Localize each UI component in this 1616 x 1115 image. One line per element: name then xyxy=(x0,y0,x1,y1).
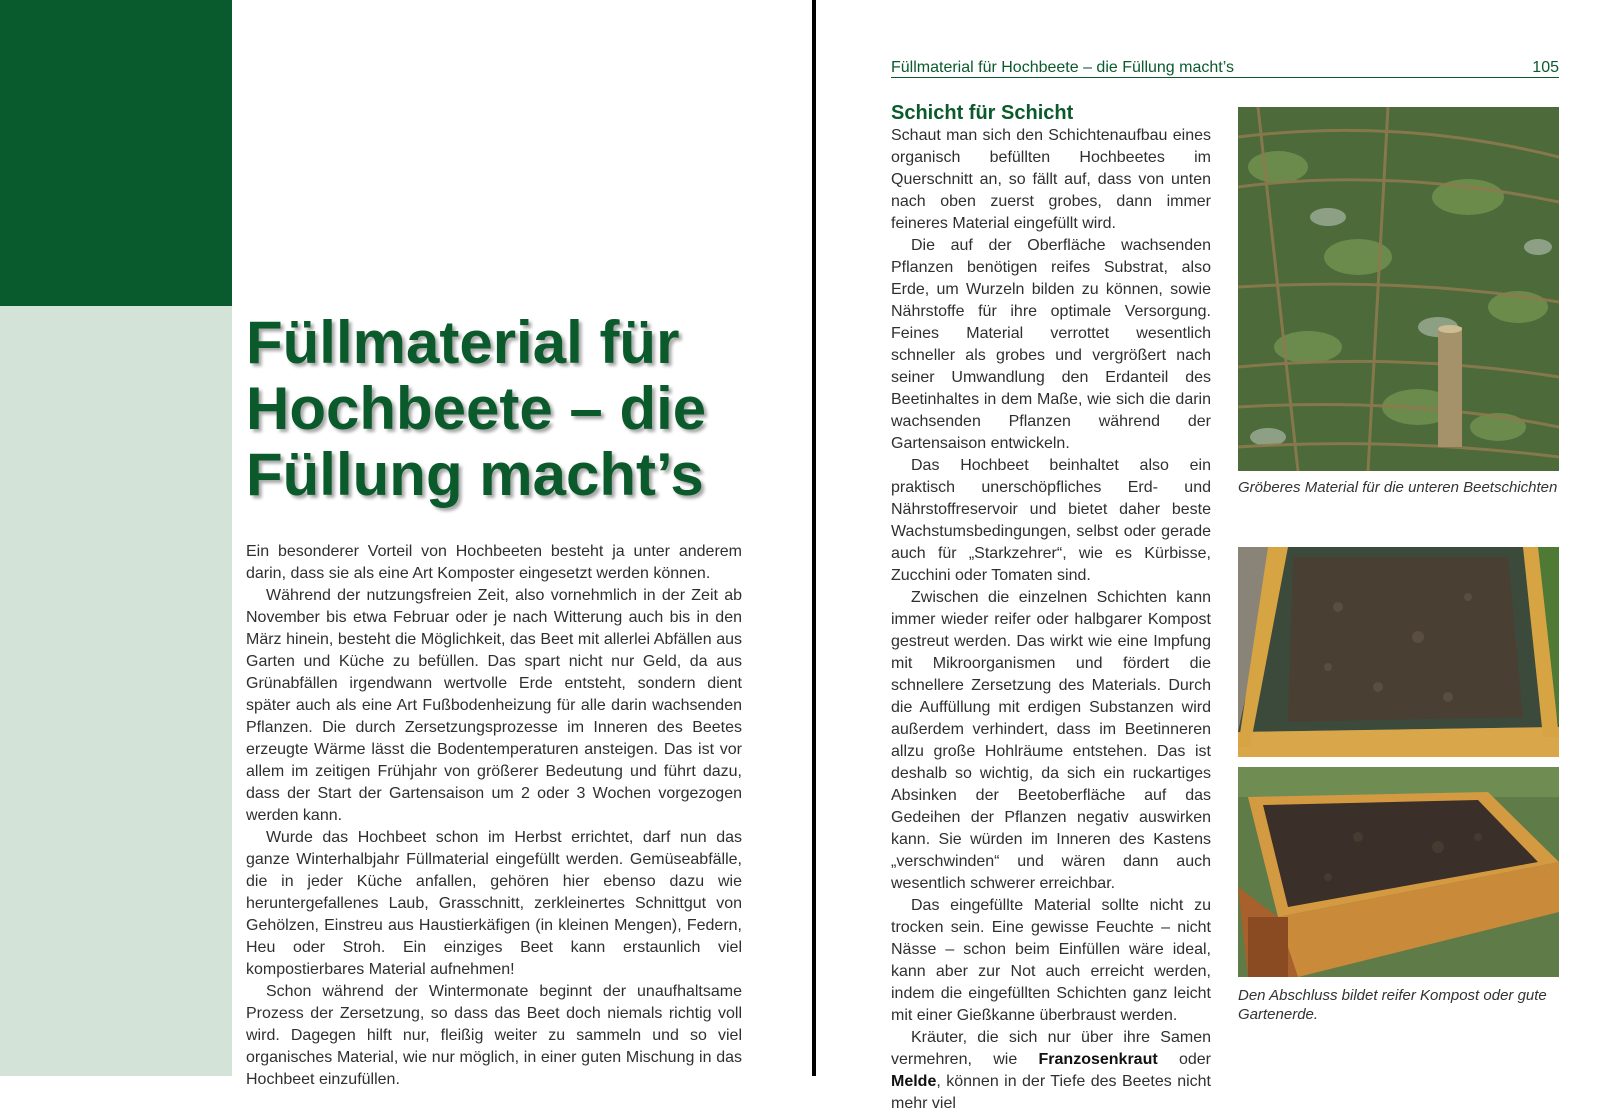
photo-caption: Gröberes Material für die unteren Beetschichten xyxy=(1238,479,1558,496)
chapter-title-line: Füllung macht’s xyxy=(246,441,704,508)
running-head-title: Füllmaterial für Hochbeete – die Füllung macht’s xyxy=(891,59,1234,76)
left-body-text xyxy=(246,541,742,1091)
chapter-title-line: Füllmaterial für xyxy=(246,309,680,376)
body-paragraph: Das eingefüllte Material sollte nicht zu trocken sein. Eine gewisse Feuchte – nicht Nässe – schon beim Einfüllen wäre ideal, kann aber zur Not auch erreicht werden, indem die eingefüllten Schichten ganz leicht mit einer Gießkanne überbraust werden. xyxy=(891,897,1211,1024)
body-paragraph: Schaut man sich den Schichtenaufbau eines organisch befüllten Hochbeetes im Querschnitt an, so fällt auf, dass von unten nach oben zuerst grobes, dann immer feineres Material eingefüllt wird. xyxy=(891,127,1211,232)
right-body-text xyxy=(891,125,1211,1115)
body-paragraph: Schon während der Wintermonate beginnt der unaufhaltsame Prozess der Zersetzung, so dass das Beet doch niemals richtig voll wird. Dagegen hilft nur, fleißig weiter zu sammeln und so viel organisches Material, wie nur möglich, in einer guten Mischung in das Hochbeet einzufüllen. xyxy=(246,983,742,1088)
running-head xyxy=(891,53,1559,78)
section-heading: Schicht für Schicht xyxy=(891,102,1074,124)
body-paragraph: Ein besonderer Vorteil von Hochbeeten besteht ja unter anderem darin, dass sie als eine Art Komposter eingesetzt werden können. xyxy=(246,543,742,582)
body-paragraph: Während der nutzungsfreien Zeit, also vornehmlich in der Zeit ab November bis etwa Februar oder je nach Witterung auch bis in den März hinein, besteht die Möglichkeit, das Beet mit allerlei Abfällen aus Garten und Küche zu befüllen. Das spart nicht nur Geld, da aus Grünabfällen irgendwann wertvolle Erde entsteht, sondern dient später auch als eine Art Fußbodenheizung für alle darin wachsenden Pflanzen. Die durch Zersetzungsprozesse im Inneren des Beetes erzeugte Wärme lässt die Bodentemperaturen ansteigen. Das ist vor allem im zeitigen Frühjahr von größerer Bedeutung und führt dazu, dass der Start der Gartensaison um 2 oder 3 Wochen vorgezogen werden kann. xyxy=(246,587,742,824)
body-paragraph: Das Hochbeet beinhaltet also ein praktisch unerschöpfliches Erd- und Nährstoffreservoir und bietet daher beste Wachstumsbedingungen, selbst oder gerade auch für „Starkzehrer“, wie es Kürbisse, Zucchini oder Tomaten sind. xyxy=(891,457,1211,584)
page-number: 105 xyxy=(1532,59,1559,76)
plant-name-bold: Melde xyxy=(891,1073,937,1090)
photo-finished-bed xyxy=(1238,767,1559,977)
photo-coarse-material xyxy=(1238,107,1559,471)
photo-caption: Den Abschluss bildet reifer Kompost oder gute Gartenerde. xyxy=(1238,987,1547,1023)
text-run: , können in der Tiefe des Beetes nicht mehr viel xyxy=(891,1073,1211,1112)
chapter-title xyxy=(246,310,786,508)
book-spine-divider xyxy=(812,0,816,1076)
text-run: Kräuter, die sich nur über ihre Samen vermehren, wie xyxy=(891,1029,1211,1068)
body-paragraph: Wurde das Hochbeet schon im Herbst errichtet, darf nun das ganze Winterhalbjahr Füllmaterial eingefüllt werden. Gemüseabfälle, die in jeder Küche anfallen, gehören hier ebenso dazu wie heruntergefallenes Laub, Grasschnitt, zerkleinertes Schnittgut von Gehölzen, Einstreu aus Haustierkäfigen (in kleinen Mengen), Federn, Heu oder Stroh. Ein einziges Beet kann erstaunlich viel kompostierbares Material aufnehmen! xyxy=(246,829,742,978)
chapter-title-line: Hochbeete – die xyxy=(246,375,707,442)
plant-name-bold: Franzosenkraut xyxy=(1038,1051,1158,1068)
text-run: oder xyxy=(1157,1051,1211,1068)
body-paragraph: Die auf der Oberfläche wachsenden Pflanzen benötigen reifes Substrat, also Erde, um Wurzeln bilden zu können, sowie Nährstoffe für ihre optimale Versorgung. Feines Material verrottet wesentlich schneller als grobes und vergrößert nach seiner Umwandlung den Erdanteil des Beetinhaltes in dem Maße, wie sich die darin wachsenden Pflanzen während der Gartensaison entwickeln. xyxy=(891,237,1211,452)
photo-raised-bed-soil xyxy=(1238,547,1559,757)
decorative-pale-strip xyxy=(0,306,232,1076)
body-paragraph-last xyxy=(891,1027,1211,1115)
decorative-green-block xyxy=(0,0,232,306)
body-paragraph: Zwischen die einzelnen Schichten kann immer wieder reifer oder halbgarer Kompost gestreut werden. Das wirkt wie eine Impfung mit Mikroorganismen und fördert die schnellere Zersetzung des Materials. Durch die Auffüllung mit erdigen Substanzen wird außerdem verhindert, dass im Beetinneren allzu große Hohlräume entstehen. Das ist deshalb so wichtig, da sich ein ruckartiges Absinken der Beetoberfläche auf das Gedeihen der Pflanzen negativ auswirken kann. Sie würden im Inneren des Kastens „verschwinden“ und wären dann auch wesentlich schwerer erreichbar. xyxy=(891,589,1211,892)
